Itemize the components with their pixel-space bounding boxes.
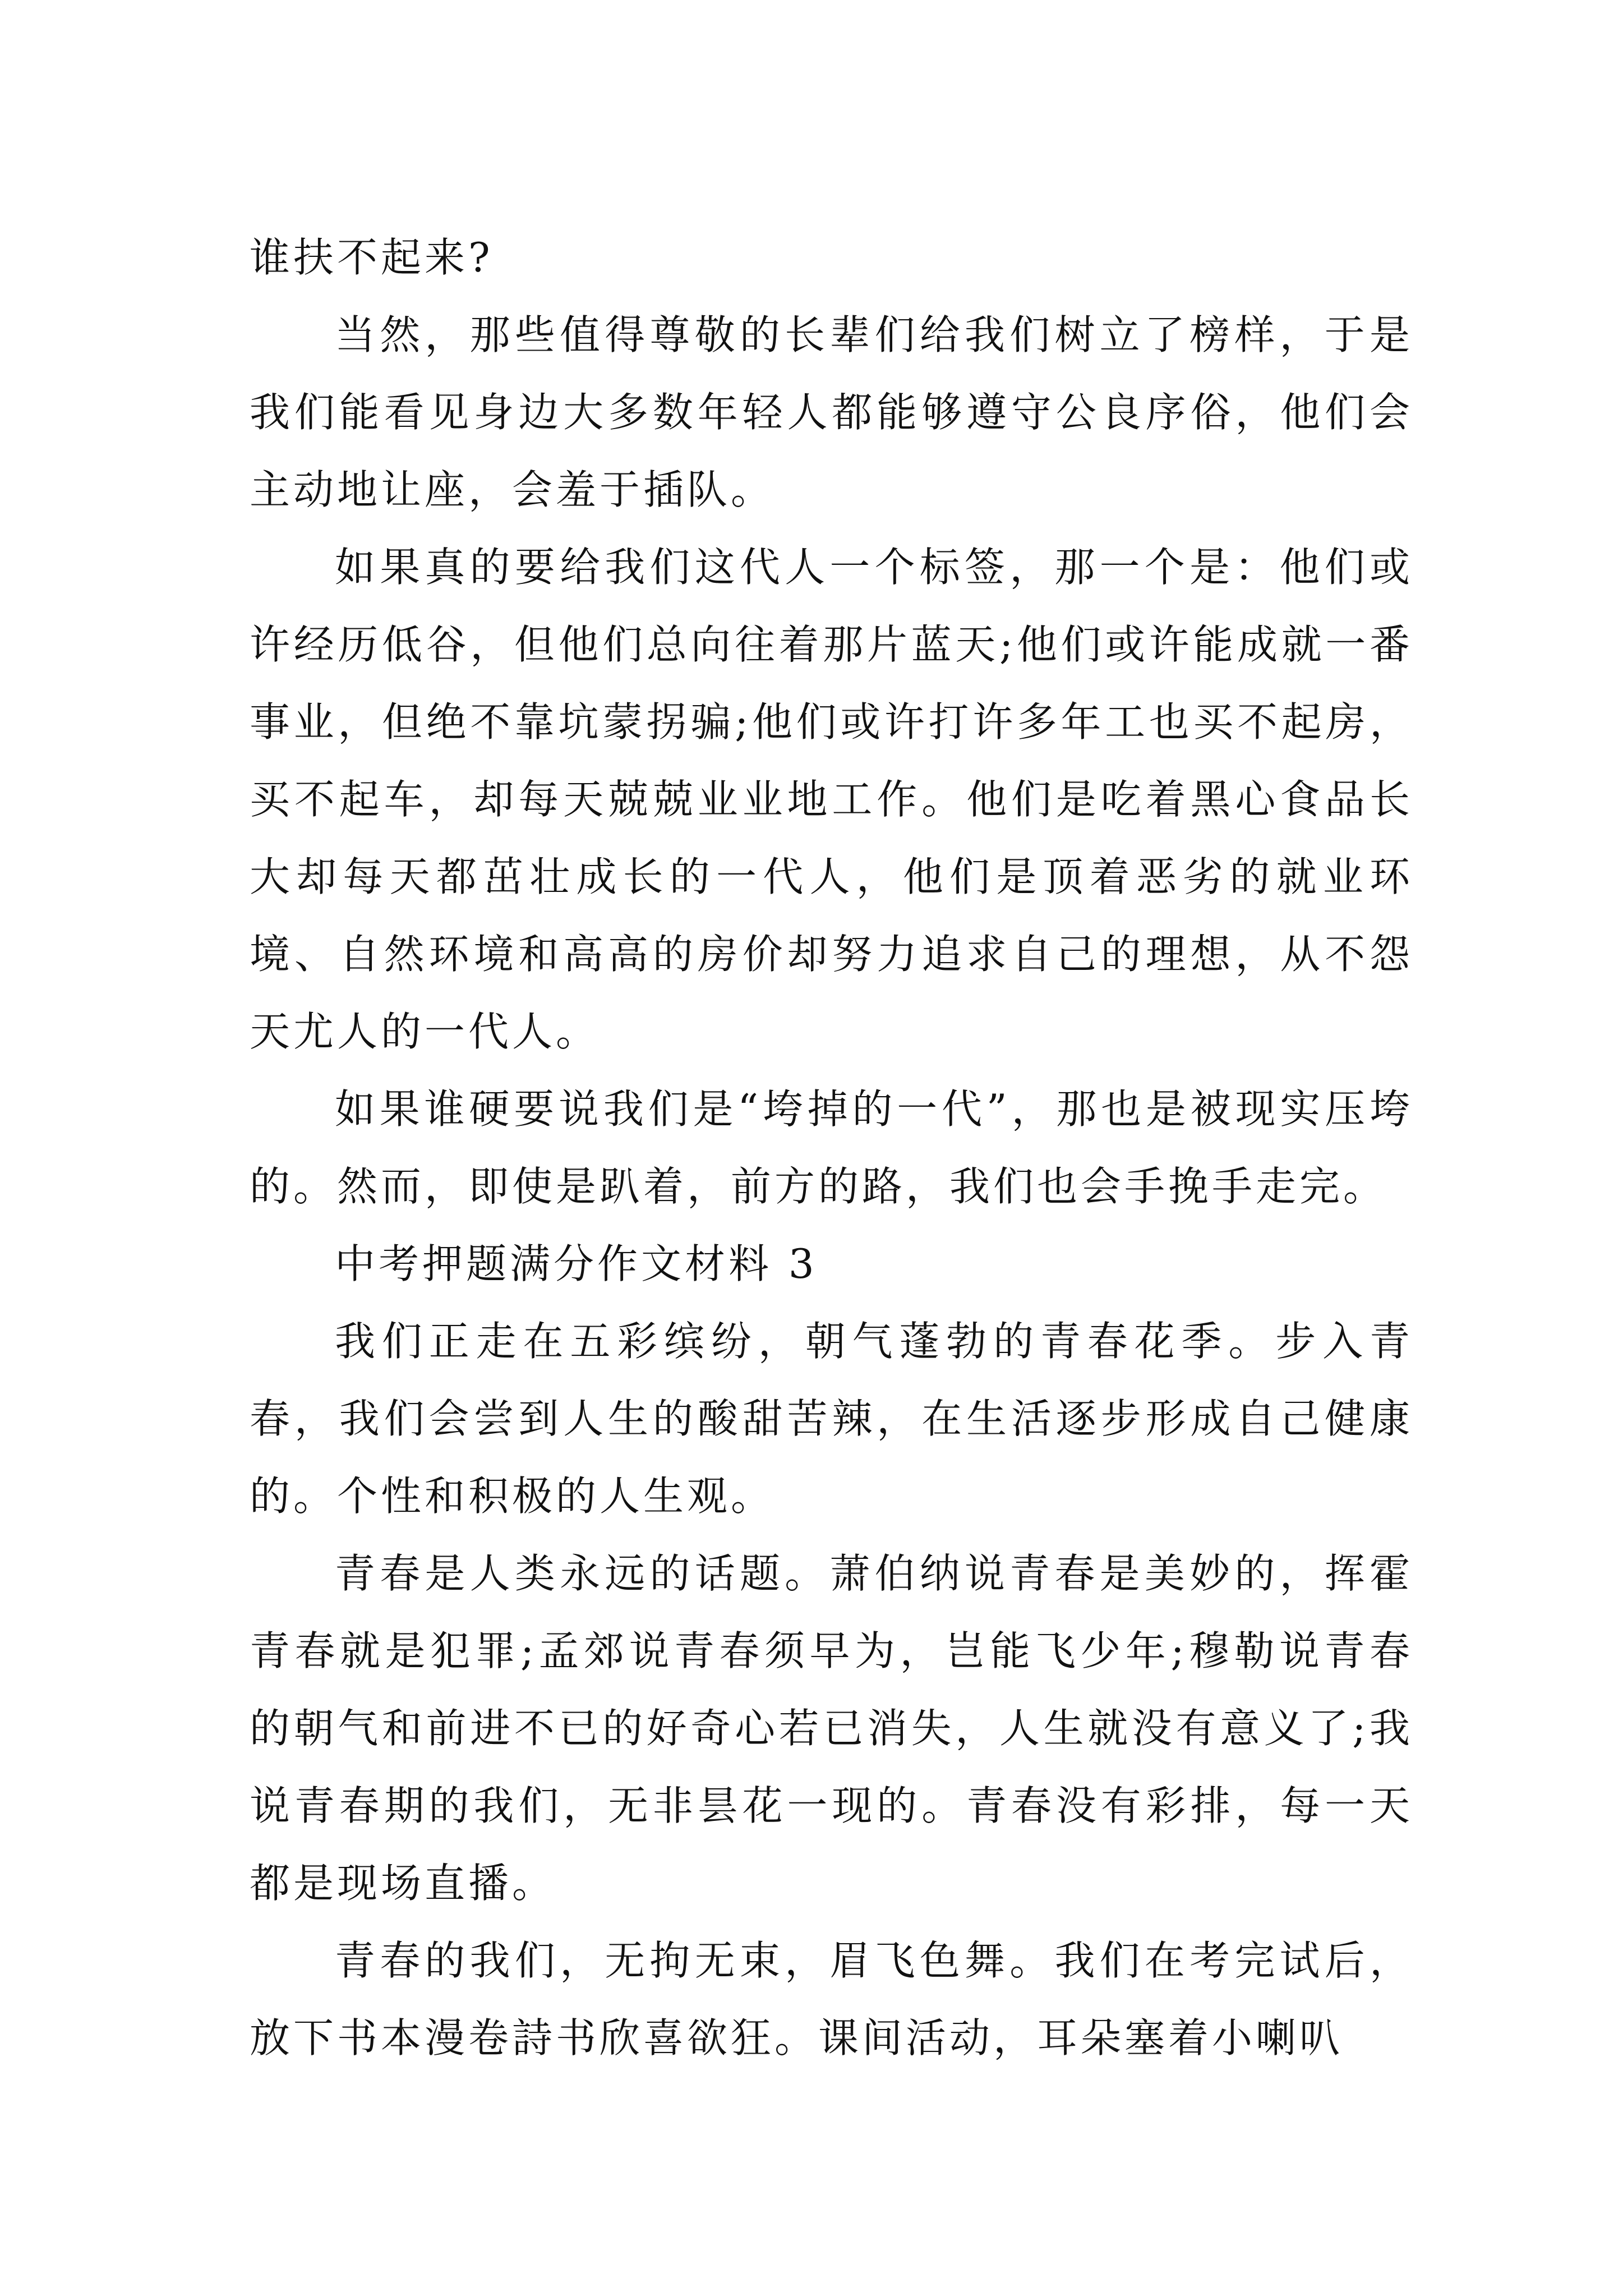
paragraph-youth-freedom: 青春的我们，无拘无束，眉飞色舞。我们在考完试后，放下书本漫卷詩书欣喜欲狂。课间活动，耳朵塞着小喇叭 [250, 1937, 1413, 2062]
paragraph-youth-season: 我们正走在五彩缤纷，朝气蓬勃的青春花季。步入青春，我们会尝到人生的酸甜苦辣，在生活逐步形成自己健康的。个性和积极的人生观。 [250, 1318, 1413, 1520]
section-heading: 中考押题满分作文材料 3 [335, 1240, 818, 1287]
paragraph-elders-example: 当然，那些值得尊敬的长辈们给我们树立了榜样，于是我们能看见身边大多数年轻人都能够遵守公良序俗，他们会主动地让座，会羞于插队。 [250, 311, 1413, 513]
paragraph-lost-generation: 如果谁硬要说我们是“垮掉的一代”，那也是被现实压垮的。然而，即使是趴着，前方的路，我们也会手挽手走完。 [250, 1085, 1413, 1210]
paragraph-youth-topic: 青春是人类永远的话题。萧伯纳说青春是美妙的，挥霍青春就是犯罪;孟郊说青春须早为，岂能飞少年;穆勒说青春的朝气和前进不已的好奇心若已消失，人生就没有意义了;我说青春期的我们，无非昙花一现的。青春没有彩排，每一天都是现场直播。 [250, 1550, 1413, 1907]
paragraph-generation-label: 如果真的要给我们这代人一个标签，那一个是：他们或许经历低谷，但他们总向往着那片蓝天;他们或许能成就一番事业，但绝不靠坑蒙拐骗;他们或许打许多年工也买不起房，买不起车，却每天兢兢业业地工作。他们是吃着黑心食品长大却每天都茁壮成长的一代人，他们是顶着恶劣的就业环境、自然环境和高高的房价却努力追求自己的理想，从不怨天尤人的一代人。 [250, 544, 1413, 1055]
document-body [250, 219, 1413, 2077]
paragraph-continuation: 谁扶不起来? [250, 234, 494, 281]
